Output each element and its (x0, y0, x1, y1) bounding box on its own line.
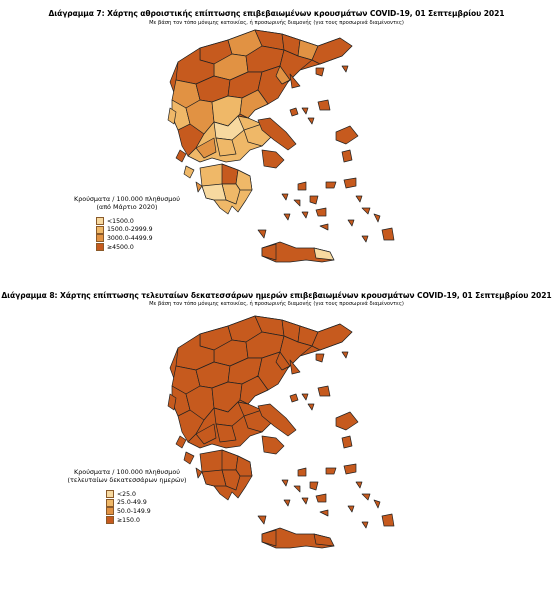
legend-title: Κρούσματα / 100.000 πληθυσμού (74, 195, 180, 203)
legend (66, 195, 188, 251)
legend-subtitle: (τελευταίων δεκατεσσάρων ημερών) (67, 476, 187, 484)
legend-swatch (96, 217, 104, 225)
legend-swatch (106, 490, 114, 498)
legend-label: 25.0-49.9 (117, 499, 147, 507)
legend-subtitle: (από Μάρτιο 2020) (96, 203, 158, 211)
legend-item (96, 226, 188, 235)
map-panel-cumulative (0, 0, 553, 288)
legend-item (106, 507, 188, 516)
legend-swatch (106, 516, 114, 524)
map-subtitle: Με βάση τον τόπο μόνιμης κατοικίας, ή προσωρινής διαμονής (για τους προσωρινά διαμένοντες) (149, 301, 404, 307)
map-subtitle: Με βάση τον τόπο μόνιμης κατοικίας, ή προσωρινής διαμονής (για τους προσωρινά διαμένοντες) (149, 20, 404, 26)
legend-label: ≥150.0 (117, 516, 140, 524)
map-title: Διάγραμμα 7: Χάρτης αθροιστικής επίπτωσης επιβεβαιωμένων κρουσμάτων COVID-19, 01 Σεπτεμβρίου 2021 (48, 9, 505, 18)
legend-swatch (96, 226, 104, 234)
map-panel-14day (0, 288, 553, 600)
greece-map-14day (0, 288, 553, 600)
legend-label: <1500.0 (107, 217, 134, 225)
legend (66, 468, 188, 524)
legend-swatch (106, 499, 114, 507)
legend-label: 3000.0-4499.9 (107, 234, 153, 242)
map-title: Διάγραμμα 8: Χάρτης επίπτωσης τελευταίων δεκατεσσάρων ημερών επιβεβαιωμένων κρουσμάτων COVID-19, 01 Σεπτεμβρίου 2021 (1, 291, 552, 300)
legend-label: 50.0-149.9 (117, 507, 151, 515)
legend-title: Κρούσματα / 100.000 πληθυσμού (74, 468, 180, 476)
legend-item (96, 243, 188, 252)
legend-item (96, 217, 188, 226)
legend-swatch (106, 507, 114, 515)
legend-swatch (96, 243, 104, 251)
legend-label: <25.0 (117, 490, 136, 498)
legend-item (106, 490, 188, 499)
legend-swatch (96, 234, 104, 242)
legend-label: ≥4500.0 (107, 243, 134, 251)
legend-item (106, 499, 188, 508)
legend-item (106, 516, 188, 525)
legend-item (96, 234, 188, 243)
legend-label: 1500.0-2999.9 (107, 226, 153, 234)
